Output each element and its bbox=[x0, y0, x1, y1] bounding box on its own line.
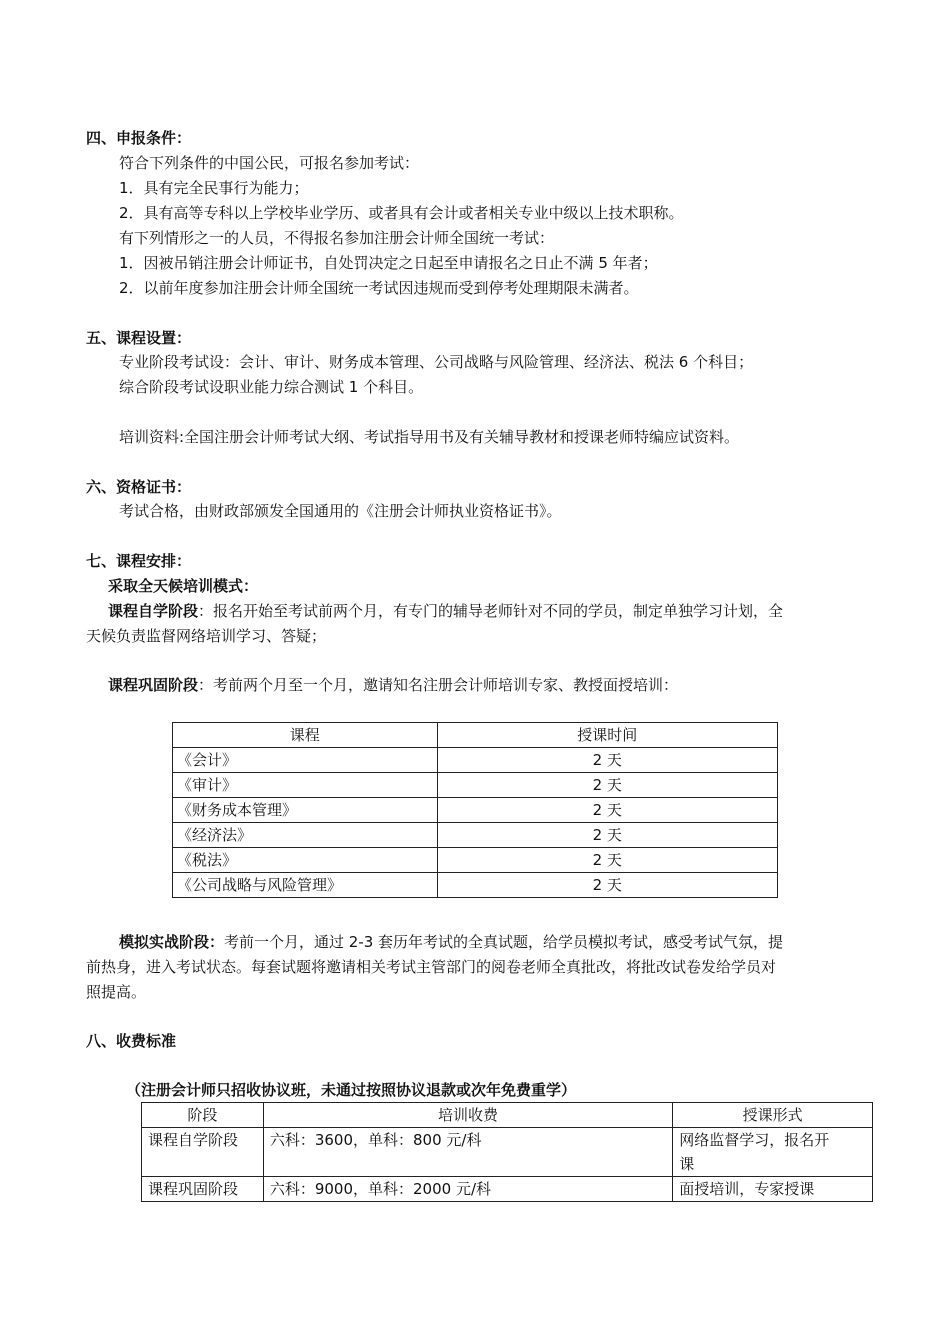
course-name: 《公司战略与风险管理》 bbox=[173, 873, 438, 898]
table-row bbox=[173, 798, 778, 823]
col-header-fee: 培训收费 bbox=[263, 1103, 672, 1128]
consolidate-text: ：考前两个月至一个月，邀请知名注册会计师培训专家、教授面授培训： bbox=[198, 676, 679, 694]
s4-line-2: 1．具有完全民事行为能力； bbox=[119, 179, 309, 197]
course-duration: 2 天 bbox=[437, 798, 777, 823]
simulation-text-3: 照提高。 bbox=[86, 983, 147, 1001]
s5-line-1: 专业阶段考试设：会计、审计、财务成本管理、公司战略与风险管理、经济法、税法 6 个科目； bbox=[119, 353, 754, 371]
s4-line-1: 符合下列条件的中国公民，可报名参加考试： bbox=[119, 154, 420, 172]
s4-line-5: 1．因被吊销注册会计师证书，自处罚决定之日起至申请报名之日止不满 5 年者； bbox=[119, 254, 658, 272]
stage-fee: 六科：9000，单科：2000 元/科 bbox=[263, 1177, 672, 1202]
table-header-row bbox=[142, 1103, 873, 1128]
fee-note: （注册会计师只招收协议班，未通过按照协议退款或次年免费重学） bbox=[126, 1081, 577, 1099]
table-header-row bbox=[173, 723, 778, 748]
section-4-heading: 四、申报条件： bbox=[86, 129, 192, 147]
stage-format-line-1: 网络监督学习，报名开 bbox=[679, 1131, 830, 1149]
table-row bbox=[173, 848, 778, 873]
s4-line-4: 有下列情形之一的人员，不得报名参加注册会计师全国统一考试： bbox=[119, 229, 555, 247]
simulation-text: 考前一个月，通过 2-3 套历年考试的全真试题，给学员模拟考试，感受考试气氛，提 bbox=[224, 933, 784, 951]
course-duration: 2 天 bbox=[437, 748, 777, 773]
simulation-paragraph bbox=[119, 930, 783, 954]
col-header-duration: 授课时间 bbox=[437, 723, 777, 748]
course-name: 《经济法》 bbox=[173, 823, 438, 848]
col-header-course: 课程 bbox=[173, 723, 438, 748]
self-study-text-2: 天候负责监督网络培训学习、答疑； bbox=[86, 627, 327, 645]
table-row bbox=[142, 1177, 873, 1202]
section-6-heading: 六、资格证书： bbox=[86, 478, 192, 496]
fee-table bbox=[141, 1102, 873, 1202]
stage-fee: 六科：3600，单科：800 元/科 bbox=[263, 1128, 672, 1177]
stage-name: 课程自学阶段 bbox=[142, 1128, 264, 1177]
course-name: 《财务成本管理》 bbox=[173, 798, 438, 823]
course-duration: 2 天 bbox=[437, 823, 777, 848]
stage-format-line-2: 课 bbox=[679, 1155, 695, 1173]
col-header-format: 授课形式 bbox=[673, 1103, 873, 1128]
section-8-heading: 八、收费标准 bbox=[86, 1032, 177, 1050]
s5-line-2: 综合阶段考试设职业能力综合测试 1 个科目。 bbox=[119, 378, 424, 396]
table-row bbox=[173, 748, 778, 773]
table-row bbox=[173, 873, 778, 898]
course-name: 《税法》 bbox=[173, 848, 438, 873]
section-7-heading: 七、课程安排： bbox=[86, 552, 192, 570]
course-duration: 2 天 bbox=[437, 873, 777, 898]
col-header-stage: 阶段 bbox=[142, 1103, 264, 1128]
s6-line-1: 考试合格，由财政部颁发全国通用的《注册会计师执业资格证书》。 bbox=[119, 502, 562, 520]
course-name: 《会计》 bbox=[173, 748, 438, 773]
self-study-text: ：报名开始至考试前两个月，有专门的辅导老师针对不同的学员，制定单独学习计划，全 bbox=[198, 602, 784, 620]
course-table bbox=[172, 722, 778, 898]
s4-line-6: 2．以前年度参加注册会计师全国统一考试因违规而受到停考处理期限未满者。 bbox=[119, 279, 639, 297]
consolidate-label: 课程巩固阶段 bbox=[108, 676, 199, 694]
consolidate-paragraph bbox=[108, 673, 678, 697]
stage-name: 课程巩固阶段 bbox=[142, 1177, 264, 1202]
s4-line-3: 2．具有高等专科以上学校毕业学历、或者具有会计或者相关专业中级以上技术职称。 bbox=[119, 204, 684, 222]
training-mode: 采取全天候培训模式： bbox=[108, 577, 259, 595]
stage-format bbox=[673, 1128, 873, 1177]
self-study-label: 课程自学阶段 bbox=[108, 602, 199, 620]
course-duration: 2 天 bbox=[437, 848, 777, 873]
table-row bbox=[173, 823, 778, 848]
table-row bbox=[142, 1128, 873, 1177]
stage-format: 面授培训，专家授课 bbox=[673, 1177, 873, 1202]
self-study-paragraph bbox=[108, 599, 783, 623]
s5-line-3: 培训资料:全国注册会计师考试大纲、考试指导用书及有关辅导教材和授课老师特编应试资料。 bbox=[119, 428, 740, 446]
simulation-label: 模拟实战阶段： bbox=[119, 933, 225, 951]
course-name: 《审计》 bbox=[173, 773, 438, 798]
table-row bbox=[173, 773, 778, 798]
section-5-heading: 五、课程设置： bbox=[86, 329, 192, 347]
course-duration: 2 天 bbox=[437, 773, 777, 798]
simulation-text-2: 前热身，进入考试状态。每套试题将邀请相关考试主管部门的阅卷老师全真批改，将批改试卷发给学员对 bbox=[86, 958, 777, 976]
